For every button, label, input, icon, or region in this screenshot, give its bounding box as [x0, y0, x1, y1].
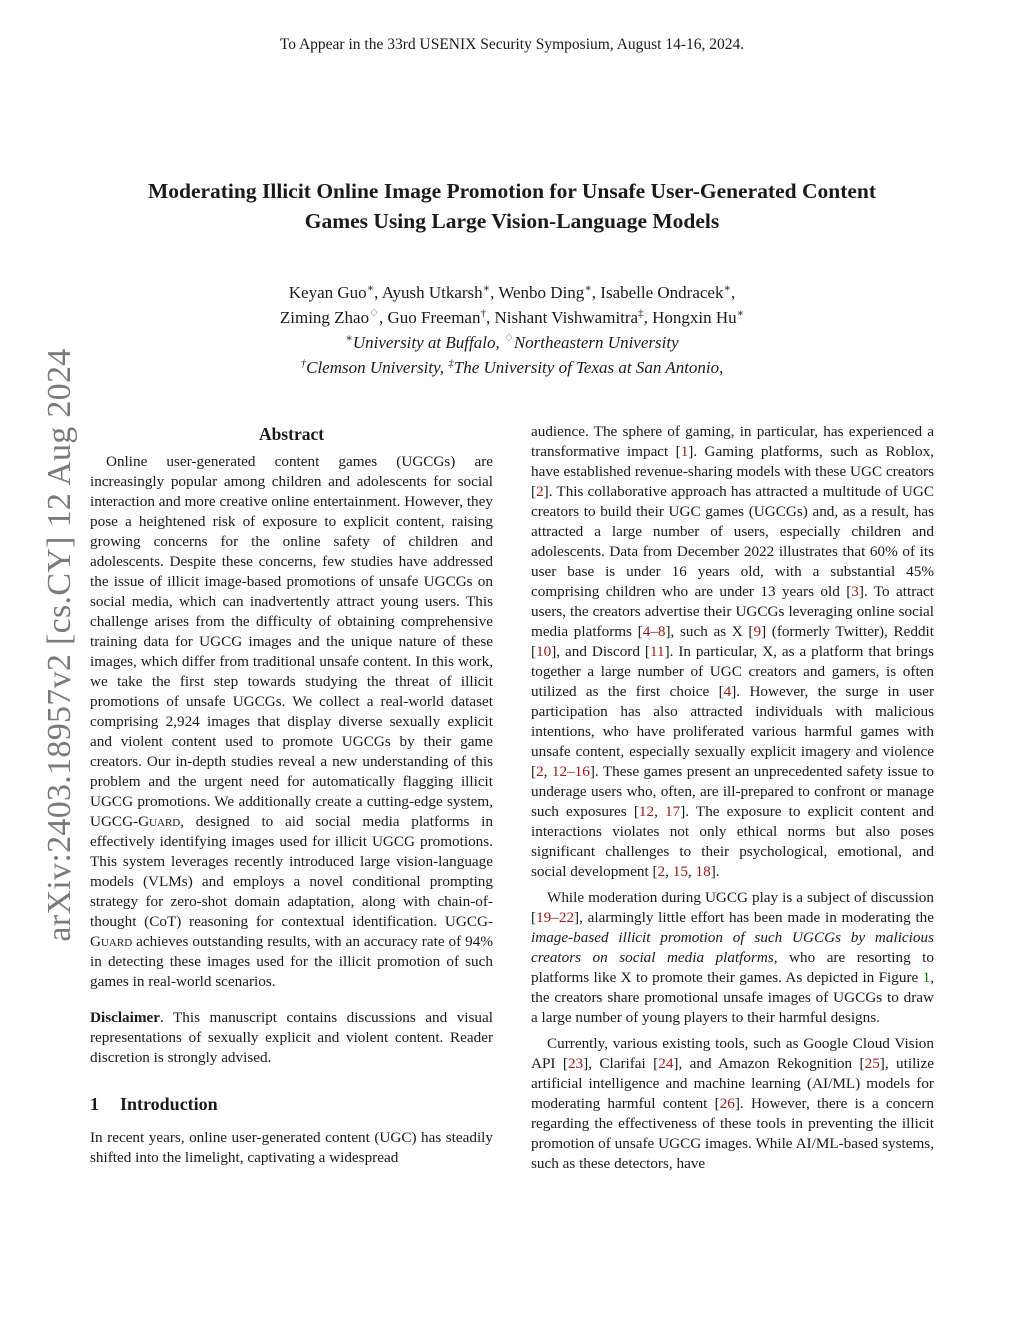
author: Keyan Guo — [288, 283, 367, 302]
citation-link[interactable]: 15 — [672, 863, 688, 880]
author: Nishant Vishwamitra — [494, 308, 639, 327]
citation-link[interactable]: 17 — [665, 803, 681, 820]
citation-link[interactable]: 18 — [695, 863, 711, 880]
citation-link[interactable]: 11 — [649, 643, 665, 660]
citation-link[interactable]: 4–8 — [642, 623, 666, 640]
abstract-heading: Abstract — [258, 424, 325, 444]
citation-link[interactable]: 24 — [658, 1055, 674, 1072]
affiliation: Northeastern University — [513, 333, 679, 352]
system-name: UGCG-Guard — [90, 813, 181, 830]
author: Isabelle Ondracek — [600, 283, 724, 302]
section-heading — [90, 1094, 493, 1114]
author: Ayush Utkarsh — [381, 283, 483, 302]
body-paragraph: Currently, various existing tools, such as Google Cloud Vision API [23], Clarifai [24], and Amazon Rekognition [25], utilize artificial intelligence and machine learning (AI/ML) models for moderating harmful content [26]. However, there is a concern regarding the effectiveness of these tools in preventing the illicit promotion of unsafe UGCG images. While AI/ML-based systems, such as these detectors, have — [531, 1035, 934, 1172]
citation-link[interactable]: 12 — [638, 803, 655, 820]
author: Wenbo Ding — [498, 283, 585, 302]
emphasis-text: image-based illicit promotion of such UGCGs by malicious creators on social media platforms — [531, 929, 934, 966]
intro-paragraph: In recent years, online user-generated content (UGC) has steadily shifted into the limelight, captivating a widespread — [90, 1129, 493, 1166]
citation-link[interactable]: 19–22 — [536, 909, 575, 926]
citation-link[interactable]: 9 — [753, 623, 762, 640]
author: Ziming Zhao — [279, 308, 370, 327]
author-block: Keyan Guo∗, Ayush Utkarsh∗, Wenbo Ding∗, Isabelle Ondracek∗, Ziming Zhao♢, Guo Freeman†, Nishant Vishwamitra‡, Hongxin Hu∗ ∗University at Buffalo, ♢Northeastern University †Clemson University, ‡The University of Texas at San Antonio, — [279, 282, 745, 377]
citation-link[interactable]: 2 — [657, 863, 666, 880]
abstract-paragraph: Online user-generated content games (UGCGs) are increasingly popular among children and adolescents for social interaction and more creative online entertainment. However, they pose a heightened risk of exposure to explicit content, raising growing concerns for the online safety of children and adolescents. Despite these concerns, few studies have addressed the issue of illicit image-based promotions of unsafe UGCGs on social media, which can inadvertently attract young users. This challenge arises from the difficulty of obtaining comprehensive training data for UGCG images and the unique nature of these images, which differ from traditional unsafe content. In this work, we take the first step towards studying the threat of illicit promotions of unsafe UGCGs. We collect a real-world dataset comprising 2,924 images that display diverse sexually explicit and violent content used to promote UGCGs by their game creators. Our in-depth studies reveal a new understanding of this problem and the urgent need for automatically flagging illicit UGCG promotions. We additionally create a cutting-edge system, UGCG-Guard, designed to aid social media platforms in effectively identifying images used for illicit UGCG promotions. This system leverages recently introduced large vision-language models (VLMs) and employs a novel conditional prompting strategy for zero-shot domain adaptation, along with chain-of-thought (CoT) reasoning for contextual identification. UGCG-Guard achieves outstanding results, with an accuracy rate of 94% in detecting these images used for the illicit promotion of such games in real-world scenarios. — [90, 453, 493, 990]
title-line-1: Moderating Illicit Online Image Promotion for Unsafe User-Generated Content — [147, 179, 877, 203]
right-column — [531, 422, 934, 1174]
left-column — [90, 422, 493, 1168]
citation-link[interactable]: 23 — [567, 1055, 584, 1072]
section-title: Introduction — [120, 1094, 218, 1114]
body-paragraph: While moderation during UGCG play is a subject of discussion [19–22], alarmingly little effort has been made in moderating the image-based illicit promotion of such UGCGs by malicious creators on social media platforms, who are resorting to platforms like X to promote their games. As depicted in Figure 1, the creators share promotional unsafe images of UGCGs to draw a large number of young players to their harmful designs. — [531, 889, 934, 1026]
affiliation: Clemson University, — [306, 358, 444, 377]
citation-link[interactable]: 12–16 — [551, 763, 590, 780]
citation-link[interactable]: 4 — [723, 683, 732, 700]
venue-header: To Appear in the 33rd USENIX Security Symposium, August 14-16, 2024. — [279, 36, 745, 53]
citation-link[interactable]: 1 — [680, 443, 689, 460]
disclaimer-paragraph: Disclaimer. This manuscript contains discussions and visual representations of sexually explicit and violent content. Reader discretion is strongly advised. — [90, 1009, 493, 1066]
title-line-2: Games Using Large Vision-Language Models — [304, 209, 720, 233]
citation-link[interactable]: 10 — [536, 643, 552, 660]
author: Hongxin Hu — [652, 308, 737, 327]
figure-link[interactable]: 1 — [922, 969, 931, 986]
arxiv-identifier: arXiv:2403.18957v2 [cs.CY] 12 Aug 2024 — [41, 348, 78, 942]
system-name: UGCG-Guard — [90, 913, 493, 950]
disclaimer-label: Disclaimer — [90, 1009, 161, 1026]
citation-link[interactable]: 26 — [719, 1095, 735, 1112]
affiliation: The University of Texas at San Antonio, — [453, 358, 724, 377]
affiliation: University at Buffalo, — [352, 333, 500, 352]
author: Guo Freeman — [387, 308, 481, 327]
citation-link[interactable]: 2 — [536, 483, 544, 500]
body-paragraph: audience. The sphere of gaming, in particular, has experienced a transformative impact [1]. Gaming platforms, such as Roblox, have established revenue-sharing models with these UGC creators [2]. This collaborative approach has attracted a multitude of UGC creators to build their UGC games (UGCGs) and, as a result, has attracted a large number of users, especially children and adolescents. Data from December 2022 illustrates that 60% of its user base is under 16 years old, with a substantial 45% comprising children who are under 13 years old [3]. To attract users, the creators advertise their UGCGs leveraging online social media platforms [4–8], such as X [9] (formerly Twitter), Reddit [10], and Discord [11]. In particular, X, as a platform that brings together a large number of UGC creators and gamers, is often utilized as the first choice [4]. However, the surge in user participation has also attracted individuals with malicious intentions, who have proliferated various harmful games with unsafe content, especially sexually explicit imagery and violence [2, 12–16]. These games present an unprecedented safety issue to underage users who, often, are ill-prepared to confront or manage such exposures [12, 17]. The exposure to explicit content and interactions violates not only ethical norms but also poses significant challenges to their psychological, emotional, and social development [2, 15, 18]. — [531, 423, 935, 880]
paper-title — [90, 176, 934, 236]
citation-link[interactable]: 2 — [536, 763, 544, 780]
citation-link[interactable]: 3 — [851, 583, 859, 600]
citation-link[interactable]: 25 — [864, 1055, 880, 1072]
section-number: 1 — [90, 1094, 99, 1114]
